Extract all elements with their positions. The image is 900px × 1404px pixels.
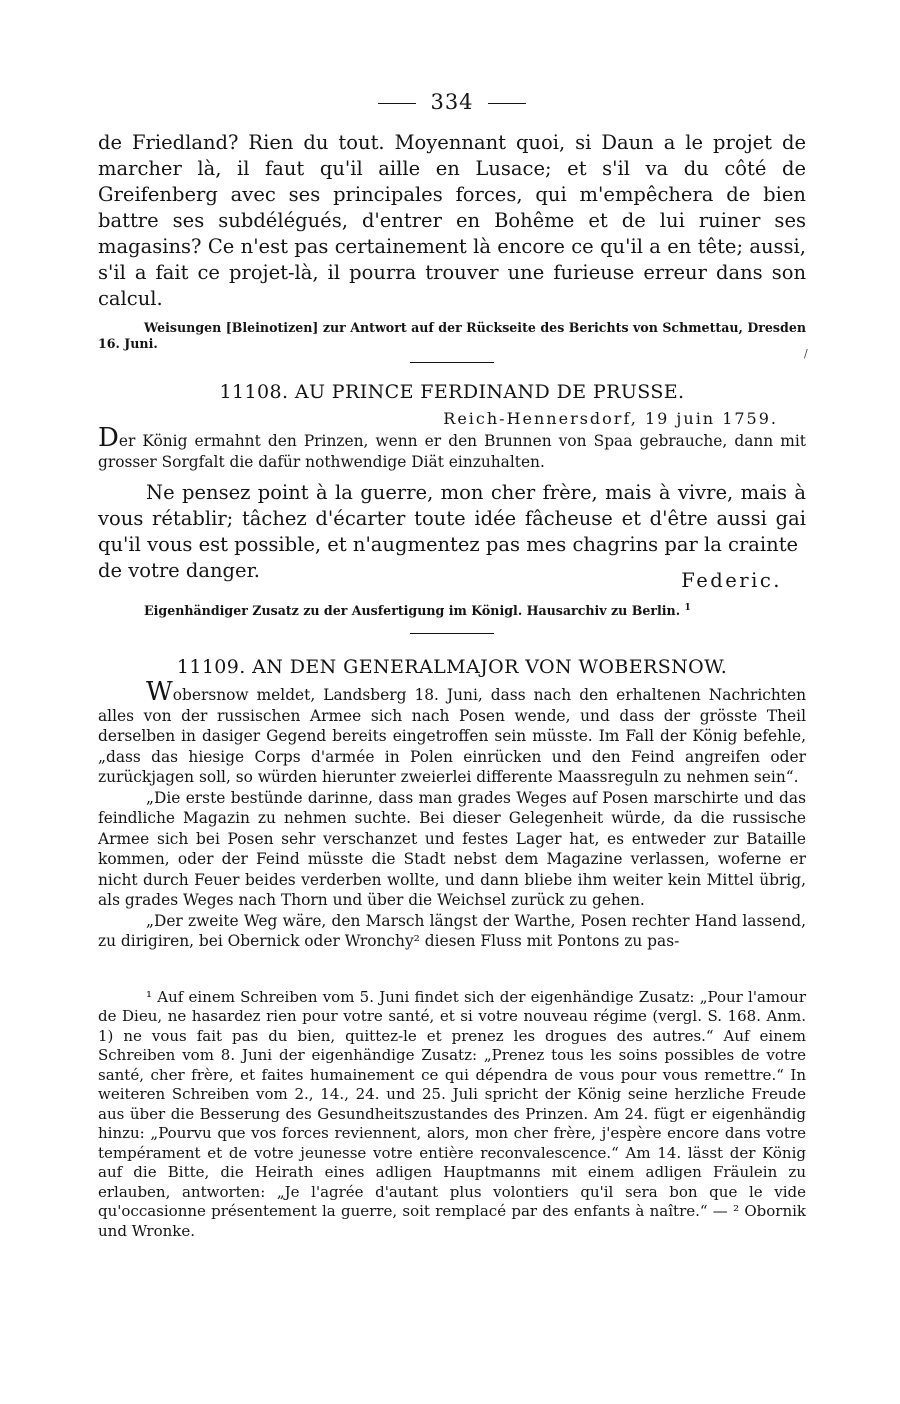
summary-text: er König ermahnt den Prinzen, wenn er den Brunnen von Spaa gebrauche, dann mit grosser Sorgfalt die dafür nothwendige Diät einzuhalten. — [98, 432, 806, 471]
closing-line — [98, 558, 806, 592]
document-page — [98, 90, 806, 1241]
letter-place-date-11108: Reich-Hennersdorf, 19 juin 1759. — [443, 409, 778, 428]
footnote-ref-1: 1 — [684, 603, 691, 613]
letter-title-11109: 11109. AN DEN GENERALMAJOR VON WOBERSNOW. — [176, 656, 728, 679]
letter-summary-11108 — [98, 423, 806, 472]
opening-paragraph: de Friedland? Rien du tout. Moyennant quoi, si Daun a le projet de marcher là, il faut qu'il aille en Lusace; et s'il va du côté de Greifenberg avec ses principales forces, qui m'empêchera de bien battre ses subdélégués, d'entrer en Bohême et de lui ruiner ses magasins? Ce n'est pas certainement là encore ce qu'il a en tête; aussi, s'il a fait ce projet-là, il pourra trouver une furieuse erreur dans son calcul. — [98, 131, 806, 310]
page-number: 334 — [430, 90, 474, 114]
drop-cap-w: W — [146, 677, 173, 708]
letter-body-11108: Ne pensez point à la guerre, mon cher frère, mais à vivre, mais à vous rétablir; tâchez d'écarter toute idée fâcheuse et d'être aussi gai qu'il vous est possible, et n'augmentez pas mes chagrins par la crainte — [98, 481, 806, 556]
section-divider-2 — [410, 633, 494, 634]
letter-title-11108: 11108. AU PRINCE FERDINAND DE PRUSSE. — [219, 381, 685, 403]
signature: Federic. — [681, 569, 782, 592]
letter-summary-11109-p3: „Der zweite Weg wäre, den Marsch längst der Warthe, Posen rechter Hand lassend, zu dirigiren, bei Obernick oder Wronchy² diesen Fluss mit Pontons zu pas- — [98, 911, 806, 951]
source-note-11108 — [98, 600, 806, 619]
source-note-text: Eigenhändiger Zusatz zu der Ausfertigung im Königl. Hausarchiv zu Berlin. — [144, 603, 681, 619]
header-rule-right — [488, 103, 526, 104]
letter-body-last-line: de votre danger. — [98, 559, 260, 582]
source-note-schmettau: Weisungen [Bleinotizen] zur Antwort auf der Rückseite des Berichts von Schmettau, Dresden 16. Juni. — [98, 320, 806, 351]
header-rule-left — [378, 103, 416, 104]
page-number-header — [98, 90, 806, 114]
summary-text-p1: obersnow meldet, Landsberg 18. Juni, dass nach den erhaltenen Nachrichten alles von der russischen Armee sich nach Posen wende, und dass der grösste Theil derselben in dasiger Gegend bereits eingetroffen sein müsste. Im Fall der König befehle, „dass das hiesige Corps d'armée in Polen einrücken und den Feind angreifen oder zurückjagen soll, so würden hierunter zweierlei differente Maassreguln zu nehmen sein“. — [98, 686, 806, 787]
section-divider — [410, 362, 494, 363]
footnote-spacer — [98, 952, 806, 988]
footnotes: ¹ Auf einem Schreiben vom 5. Juni findet sich der eigenhändige Zusatz: „Pour l'amour de Dieu, ne hasardez rien pour votre santé, et si votre nouveau régime (vergl. S. 168. Anm. 1) ne vous fait pas du bien, quittez-le et prenez les drogues des autres.“ Auf einem Schreiben vom 8. Juni der eigenhändige Zusatz: „Prenez tous les soins possibles de votre santé, cher frère, et faites humainement ce qui dépendra de vous pour vous remettre.“ In weiteren Schreiben vom 2., 14., 24. und 25. Juli spricht der König seine herzliche Freude aus über die Besserung des Gesundheitszustandes des Prinzen. Am 24. fügt er eigenhändig hinzu: „Pourvu que vos forces reviennent, alors, mon cher frère, j'espère encore dans votre tempérament et de votre jeunesse votre entière reconvalescence.“ Am 14. lässt der König auf die Bitte, die Heirath eines adligen Hauptmanns mit einem adligen Fräulein zu erlauben, antworten: „Je l'agrée d'autant plus volontiers qu'il sera bon que le vide qu'occasionne présentement la guerre, soit remplacé par des enfants à naître.“ — ² Obornik und Wronke. — [98, 987, 806, 1240]
margin-mark: / — [804, 347, 808, 360]
drop-cap: D — [98, 423, 119, 453]
letter-summary-11109-p2: „Die erste bestünde darinne, dass man grades Weges auf Posen marschirte und das feindliche Magazin zu nehmen suchte. Bei dieser Gelegenheit würde, da die russische Armee sich bei Posen sehr verschanzet und festes Lager hat, es entweder zur Bataille kommen, oder der Feind müsste die Stadt nebst dem Magazine verlassen, woferne er nicht durch Feuer beides verderben wollte, und dann bliebe ihm weiter kein Mittel übrig, als grades Weges nach Thorn und über die Weichsel zurück zu gehen. — [98, 788, 806, 910]
letter-summary-11109-p1 — [98, 677, 806, 788]
